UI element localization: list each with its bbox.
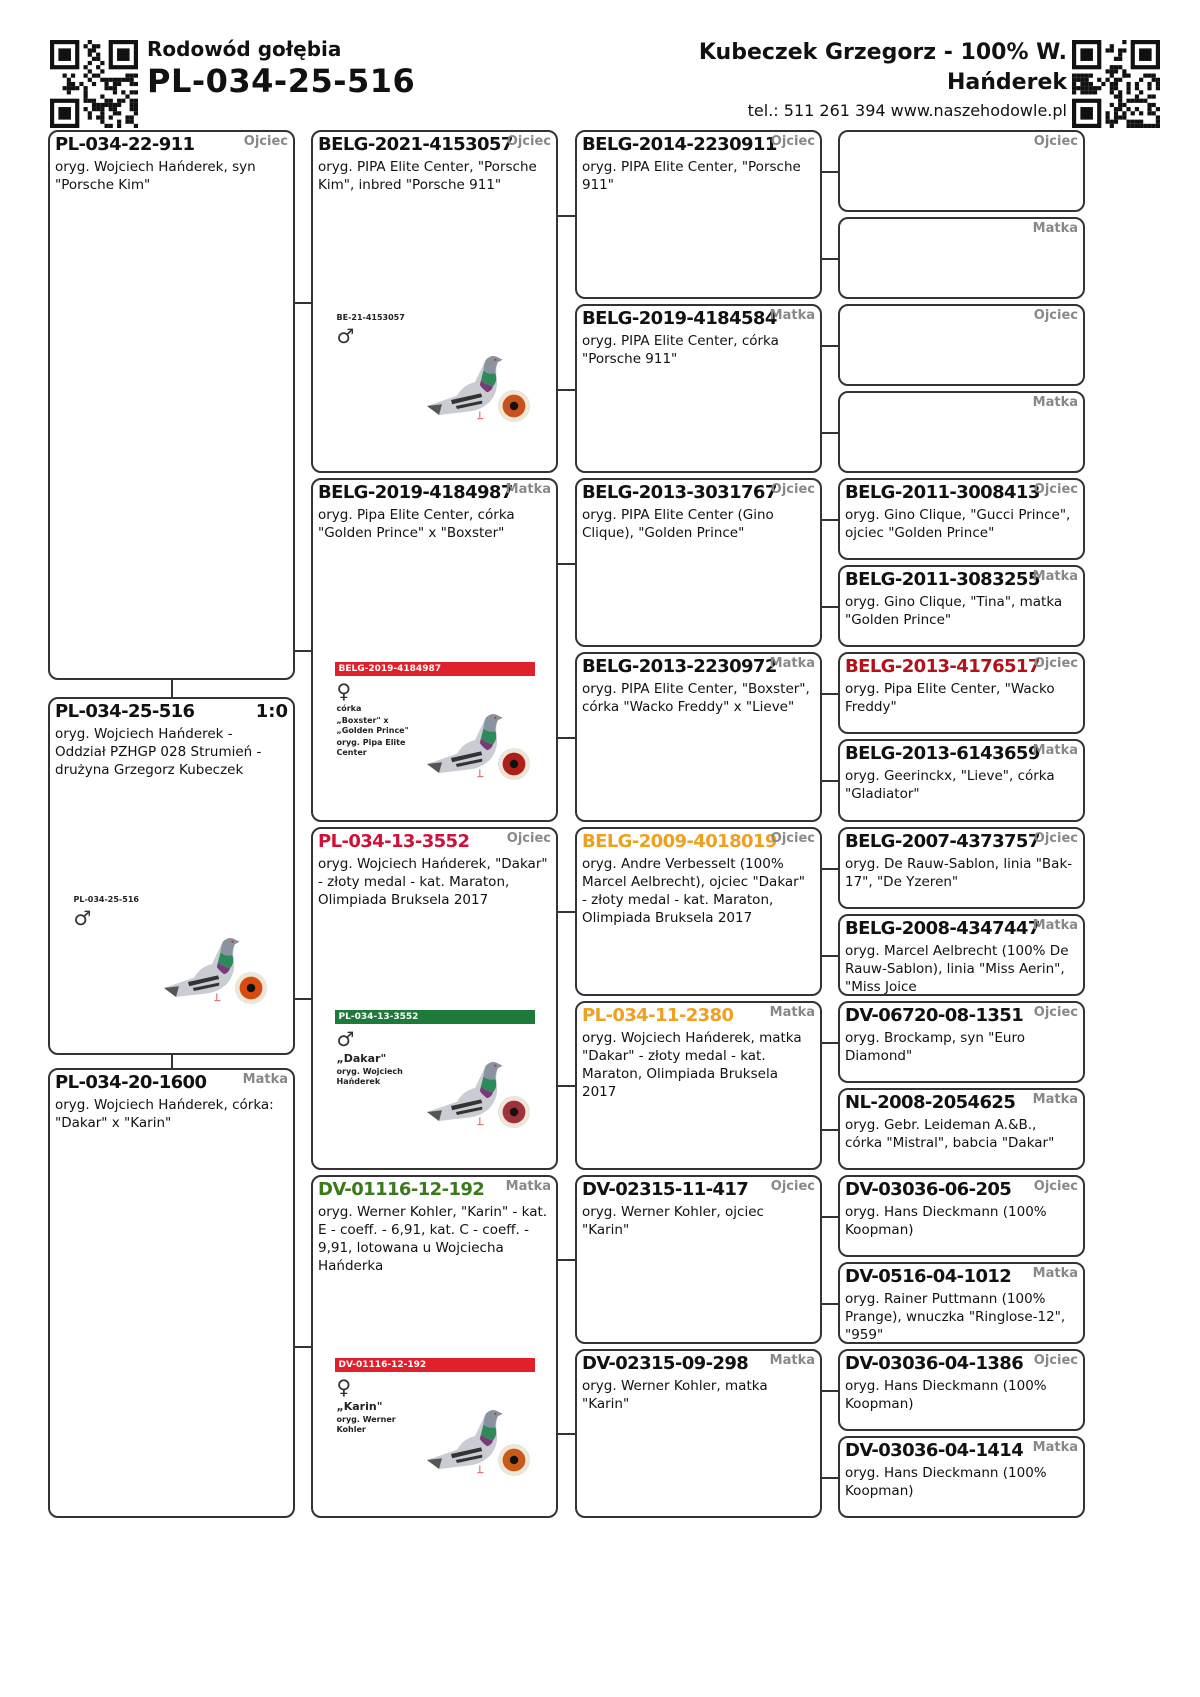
- photo-banner: BELG-2019-4184987: [335, 662, 535, 676]
- parent-role-label: Ojciec: [1033, 1352, 1078, 1368]
- card-header: [582, 831, 815, 853]
- parent-role-label: Matka: [1032, 1091, 1078, 1107]
- parent-role-label: Matka: [1032, 221, 1078, 237]
- parent-role-label: Matka: [769, 308, 815, 324]
- photo-caption-line: oryg. Pipa Elite Center: [336, 737, 406, 757]
- connector-line: [558, 389, 575, 391]
- parent-role-label: Matka: [505, 482, 551, 498]
- pigeon-description: oryg. Gebr. Leideman A.&B., córka "Mistral", babcia "Dakar": [845, 1116, 1055, 1151]
- ring-number: PL-034-25-516: [55, 701, 195, 722]
- parent-role-label: Ojciec: [770, 1178, 815, 1194]
- ring-number: BELG-2019-4184987: [318, 482, 513, 504]
- parent-role-label: Ojciec: [1033, 1004, 1078, 1020]
- ring-number: DV-02315-09-298: [582, 1352, 749, 1374]
- card-header: [845, 221, 1078, 243]
- parent-role-label: Ojciec: [243, 134, 288, 149]
- ring-number: DV-0516-04-1012: [845, 1265, 1012, 1287]
- parent-role-label: Ojciec: [770, 482, 815, 498]
- parent-role-label: Ojciec: [1033, 482, 1078, 498]
- connector-line: [822, 955, 838, 957]
- connector-line: [822, 1477, 838, 1479]
- card-header: [318, 482, 551, 504]
- photo-area: [55, 779, 288, 1053]
- dam-card[interactable]: [48, 1068, 295, 1518]
- card-header: [582, 308, 815, 330]
- parent-role-label: Matka: [1032, 917, 1078, 933]
- ancestor-card-gen3[interactable]: [575, 304, 822, 473]
- photo-caption-column: [337, 1028, 415, 1087]
- ancestor-card-gen2[interactable]: [311, 1175, 558, 1518]
- parent-role-label: Matka: [769, 1004, 815, 1020]
- document-title: Rodowód gołębia: [147, 37, 342, 61]
- ancestor-card-gen4[interactable]: [838, 1001, 1085, 1083]
- ring-number: DV-03036-04-1414: [845, 1439, 1024, 1461]
- qr-code-icon: [50, 40, 138, 128]
- pigeon-illustration: [415, 680, 535, 812]
- connector-line: [822, 1042, 838, 1044]
- ring-number: BELG-2014-2230911: [582, 134, 777, 155]
- male-symbol-icon: ♂: [336, 1026, 355, 1051]
- ring-number: PL-034-13-3552: [318, 830, 470, 852]
- ancestor-card-gen4[interactable]: [838, 1088, 1085, 1170]
- card-header: [845, 1179, 1078, 1201]
- card-header: [845, 656, 1078, 678]
- ring-number: NL-2008-2054625: [845, 1091, 1016, 1113]
- parent-role-label: Ojciec: [1033, 830, 1078, 846]
- ancestor-card-gen4[interactable]: [838, 478, 1085, 560]
- subject-card[interactable]: [48, 697, 295, 1055]
- pigeon-description: oryg. Wojciech Hańderek, matka "Dakar" - złoty medal - kat. Maraton, Olimpiada Bruksela 2017: [582, 1029, 802, 1100]
- connector-line: [295, 302, 311, 304]
- pigeon-illustration: [415, 1028, 535, 1160]
- ring-number: BELG-2021-4153057: [318, 134, 513, 155]
- ring-number: PL-034-22-911: [55, 134, 195, 155]
- pigeon-description: oryg. Brockamp, syn "Euro Diamond": [845, 1029, 1025, 1064]
- card-header: [845, 743, 1078, 765]
- card-header: [845, 1266, 1078, 1288]
- connector-line: [295, 998, 311, 1000]
- document-heading: [147, 36, 415, 100]
- pigeon-description: oryg. Werner Kohler, "Karin" - kat. E - coeff. - 6,91, kat. C - coeff. - 9,91, lotowana u Wojciecha Hańderka: [318, 1203, 548, 1274]
- ring-number: BELG-2011-3008413: [845, 482, 1040, 504]
- parent-role-label: Matka: [1032, 1265, 1078, 1281]
- card-header: [55, 134, 288, 156]
- connector-line: [822, 258, 838, 260]
- ancestor-card-gen3[interactable]: [575, 1001, 822, 1170]
- ring-number: BELG-2013-2230972: [582, 656, 777, 678]
- ancestor-card-gen2[interactable]: [311, 478, 558, 821]
- pigeon-description: oryg. PIPA Elite Center (Gino Clique), "Golden Prince": [582, 507, 774, 542]
- pigeon-description: oryg. Pipa Elite Center, córka "Golden Prince" x "Boxster": [318, 507, 515, 542]
- connector-line: [171, 680, 173, 697]
- connector-line: [822, 606, 838, 608]
- card-header: [845, 1092, 1078, 1114]
- male-symbol-icon: ♂: [336, 324, 355, 349]
- photo-area: [318, 1275, 551, 1516]
- connector-line: [558, 911, 575, 913]
- connector-line: [558, 563, 575, 565]
- parent-role-label: Ojciec: [1033, 308, 1078, 324]
- ancestor-card-gen3[interactable]: [575, 827, 822, 996]
- ancestor-card-gen3[interactable]: [575, 1175, 822, 1344]
- ring-number: BELG-2013-4176517: [845, 656, 1040, 678]
- parent-role-label: Ojciec: [506, 134, 551, 149]
- ring-number: DV-06720-08-1351: [845, 1004, 1024, 1026]
- pigeon-description: oryg. Pipa Elite Center, "Wacko Freddy": [845, 681, 1055, 716]
- connector-line: [295, 1346, 311, 1348]
- photo-pigeon-name: „Dakar": [336, 1051, 387, 1065]
- connector-line: [822, 693, 838, 695]
- pigeon-illustration: [152, 895, 272, 1045]
- card-header: [845, 308, 1078, 330]
- parent-role-label: Ojciec: [1033, 134, 1078, 149]
- card-header: [582, 1005, 815, 1027]
- photo-caption-line: córka: [336, 703, 362, 713]
- connector-line: [822, 1216, 838, 1218]
- connector-line: [822, 519, 838, 521]
- ring-number: BELG-2013-6143659: [845, 743, 1040, 765]
- parent-role-label: Matka: [1032, 743, 1078, 759]
- ancestor-card-gen4[interactable]: [838, 1349, 1085, 1431]
- ring-number: DV-02315-11-417: [582, 1178, 749, 1200]
- pigeon-illustration: [415, 1376, 535, 1508]
- ancestor-card-gen4[interactable]: [838, 1436, 1085, 1518]
- connector-line: [822, 868, 838, 870]
- card-header: [845, 482, 1078, 504]
- parent-role-label: Matka: [769, 1352, 815, 1368]
- ring-number: BELG-2007-4373757: [845, 830, 1040, 852]
- pigeon-description: oryg. PIPA Elite Center, "Boxster", córka "Wacko Freddy" x "Lieve": [582, 681, 810, 716]
- ring-number: BELG-2019-4184584: [582, 308, 777, 330]
- connector-line: [558, 737, 575, 739]
- connector-line: [558, 1259, 575, 1261]
- ancestor-card-gen2[interactable]: [311, 130, 558, 473]
- breeder-contact: tel.: 511 261 394 www.naszehodowle.pl: [747, 101, 1067, 120]
- ancestor-card-gen3[interactable]: [575, 478, 822, 647]
- ring-number: [845, 308, 851, 330]
- card-header: [55, 1072, 288, 1094]
- ring-number: BELG-2009-4018019: [582, 830, 777, 852]
- connector-line: [558, 1085, 575, 1087]
- parent-role-label: Ojciec: [770, 134, 815, 149]
- parent-role-label: Matka: [242, 1072, 288, 1087]
- parent-role-label: Matka: [505, 1178, 551, 1194]
- parent-role-label: Ojciec: [506, 830, 551, 846]
- pigeon-description: oryg. Wojciech Hańderek, córka: "Dakar" x "Karin": [55, 1097, 274, 1131]
- ancestor-card-gen4[interactable]: [838, 914, 1085, 996]
- female-symbol-icon: ♀: [336, 678, 352, 703]
- photo-caption-column: [337, 680, 415, 758]
- connector-line: [295, 650, 311, 652]
- card-header: [845, 1440, 1078, 1462]
- card-header: [845, 569, 1078, 591]
- parent-role-label: Ojciec: [1033, 656, 1078, 672]
- connector-line: [171, 1055, 173, 1068]
- ring-number: BELG-2013-3031767: [582, 482, 777, 504]
- connector-line: [822, 1303, 838, 1305]
- card-header: [582, 134, 815, 156]
- ring-number: DV-01116-12-192: [318, 1178, 485, 1200]
- ancestor-card-gen4[interactable]: [838, 827, 1085, 909]
- card-header: [55, 701, 288, 723]
- female-symbol-icon: ♀: [336, 1375, 352, 1399]
- pigeon-description: oryg. De Rauw-Sablon, linia "Bak-17", "De Yzeren": [845, 855, 1073, 890]
- pigeon-description: oryg. PIPA Elite Center, "Porsche 911": [582, 159, 801, 193]
- card-header: [318, 134, 551, 156]
- ancestor-card-gen4[interactable]: [838, 217, 1085, 299]
- card-header: [318, 1179, 551, 1201]
- connector-line: [558, 215, 575, 217]
- photo-banner: PL-034-13-3552: [335, 1010, 535, 1024]
- parent-role-label: Matka: [1032, 569, 1078, 585]
- qr-code-right[interactable]: [1072, 40, 1160, 128]
- pigeon-description: oryg. Geerinckx, "Lieve", córka "Gladiator": [845, 768, 1055, 803]
- pigeon-description: oryg. Wojciech Hańderek, "Dakar" - złoty medal - kat. Maraton, Olimpiada Bruksela 2017: [318, 855, 548, 908]
- ancestor-card-gen4[interactable]: [838, 1262, 1085, 1344]
- card-header: [318, 831, 551, 853]
- pigeon-description: oryg. Werner Kohler, matka "Karin": [582, 1377, 768, 1412]
- card-header: [845, 134, 1078, 156]
- pigeon-description: oryg. Marcel Aelbrecht (100% De Rauw-Sablon), linia "Miss Aerin", "Miss Joice: [845, 942, 1069, 995]
- ancestor-card-gen4[interactable]: [838, 1175, 1085, 1257]
- pigeon-photo[interactable]: [72, 895, 272, 1045]
- parent-role-label: Ojciec: [770, 830, 815, 846]
- pigeon-photo[interactable]: [335, 1358, 535, 1508]
- card-header: [582, 656, 815, 678]
- pigeon-description: oryg. Gino Clique, "Tina", matka "Golden Prince": [845, 594, 1063, 629]
- ancestor-card-gen3[interactable]: [575, 1349, 822, 1518]
- photo-origin: oryg. Wojciech Hańderek: [336, 1066, 403, 1086]
- ring-number: BELG-2008-4347447: [845, 917, 1040, 939]
- ring-number: [845, 134, 851, 156]
- photo-caption: PL-034-25-516: [73, 895, 139, 904]
- score-label: 1:0: [255, 701, 288, 722]
- photo-caption-line: „Boxster" x „Golden Prince": [336, 715, 409, 735]
- connector-line: [822, 432, 838, 434]
- connector-line: [822, 171, 838, 173]
- pigeon-photo[interactable]: [335, 313, 535, 463]
- pigeon-description: oryg. Rainer Puttmann (100% Prange), wnuczka "Ringlose-12", "959": [845, 1290, 1066, 1343]
- connector-line: [822, 1390, 838, 1392]
- card-header: [845, 1005, 1078, 1027]
- card-header: [845, 1353, 1078, 1375]
- ancestor-card-gen4[interactable]: [838, 565, 1085, 647]
- ancestor-card-gen3[interactable]: [575, 652, 822, 821]
- pigeon-description: oryg. PIPA Elite Center, "Porsche Kim", inbred "Porsche 911": [318, 159, 537, 193]
- ring-number: BELG-2011-3083255: [845, 569, 1040, 591]
- breeder-info: [627, 38, 1067, 122]
- pigeon-description: oryg. Wojciech Hańderek, syn "Porsche Kim": [55, 159, 256, 193]
- card-header: [845, 395, 1078, 417]
- card-header: [582, 482, 815, 504]
- photo-caption-column: [337, 313, 415, 347]
- photo-caption-column: [337, 1376, 415, 1435]
- subject-ring-heading: PL-034-25-516: [147, 62, 416, 100]
- ancestor-card-gen4[interactable]: [838, 304, 1085, 386]
- photo-pigeon-name: „Karin": [336, 1400, 383, 1413]
- parent-role-label: Matka: [1032, 1439, 1078, 1455]
- photo-caption-column: [74, 895, 152, 929]
- ancestor-card-gen4[interactable]: [838, 391, 1085, 473]
- breeder-name: Kubeczek Grzegorz - 100% W. Hańderek: [698, 40, 1067, 95]
- ring-number: [845, 221, 851, 243]
- pigeon-description: oryg. Hans Dieckmann (100% Koopman): [845, 1464, 1047, 1499]
- connector-line: [822, 780, 838, 782]
- ancestor-card-gen4[interactable]: [838, 130, 1085, 212]
- parent-role-label: Matka: [1032, 395, 1078, 411]
- ring-number: [845, 395, 851, 417]
- pigeon-description: oryg. Hans Dieckmann (100% Koopman): [845, 1377, 1047, 1412]
- parent-role-label: Ojciec: [1033, 1178, 1078, 1194]
- parent-role-label: Matka: [769, 656, 815, 672]
- pigeon-description: oryg. PIPA Elite Center, córka "Porsche 911": [582, 333, 779, 368]
- pigeon-description: oryg. Werner Kohler, ojciec "Karin": [582, 1203, 764, 1238]
- ancestor-card-gen3[interactable]: [575, 130, 822, 299]
- ancestor-card-gen2[interactable]: [311, 827, 558, 1170]
- photo-area: [318, 542, 551, 819]
- card-header: [582, 1353, 815, 1375]
- photo-origin: oryg. Werner Kohler: [336, 1415, 396, 1434]
- card-header: [582, 1179, 815, 1201]
- pigeon-description: oryg. Wojciech Hańderek - Oddział PZHGP 028 Strumień - drużyna Grzegorz Kubeczek: [55, 726, 262, 778]
- qr-code-icon: [1072, 40, 1160, 128]
- ring-number: DV-03036-04-1386: [845, 1352, 1024, 1374]
- card-header: [845, 918, 1078, 940]
- pigeon-photo[interactable]: [335, 662, 535, 812]
- pigeon-description: oryg. Gino Clique, "Gucci Prince", ojciec "Golden Prince": [845, 507, 1071, 542]
- pigeon-description: oryg. Andre Verbesselt (100% Marcel Aelbrecht), ojciec "Dakar" - złoty medal - kat. Maraton, Olimpiada Bruksela 2017: [582, 855, 805, 926]
- pigeon-description: oryg. Hans Dieckmann (100% Koopman): [845, 1203, 1047, 1238]
- connector-line: [822, 1129, 838, 1131]
- qr-code-left[interactable]: [50, 40, 138, 128]
- ring-number: DV-03036-06-205: [845, 1178, 1012, 1200]
- photo-banner: DV-01116-12-192: [335, 1358, 535, 1372]
- sire-card[interactable]: [48, 130, 295, 680]
- ancestor-card-gen4[interactable]: [838, 739, 1085, 821]
- ring-number: PL-034-20-1600: [55, 1072, 207, 1093]
- photo-caption: BE-21-4153057: [336, 313, 405, 323]
- ring-number: PL-034-11-2380: [582, 1004, 734, 1026]
- pigeon-illustration: [415, 313, 535, 463]
- connector-line: [822, 345, 838, 347]
- photo-area: [318, 909, 551, 1168]
- connector-line: [558, 1433, 575, 1435]
- card-header: [845, 831, 1078, 853]
- pigeon-photo[interactable]: [335, 1010, 535, 1160]
- ancestor-card-gen4[interactable]: [838, 652, 1085, 734]
- male-symbol-icon: ♂: [73, 906, 92, 930]
- photo-area: [318, 194, 551, 471]
